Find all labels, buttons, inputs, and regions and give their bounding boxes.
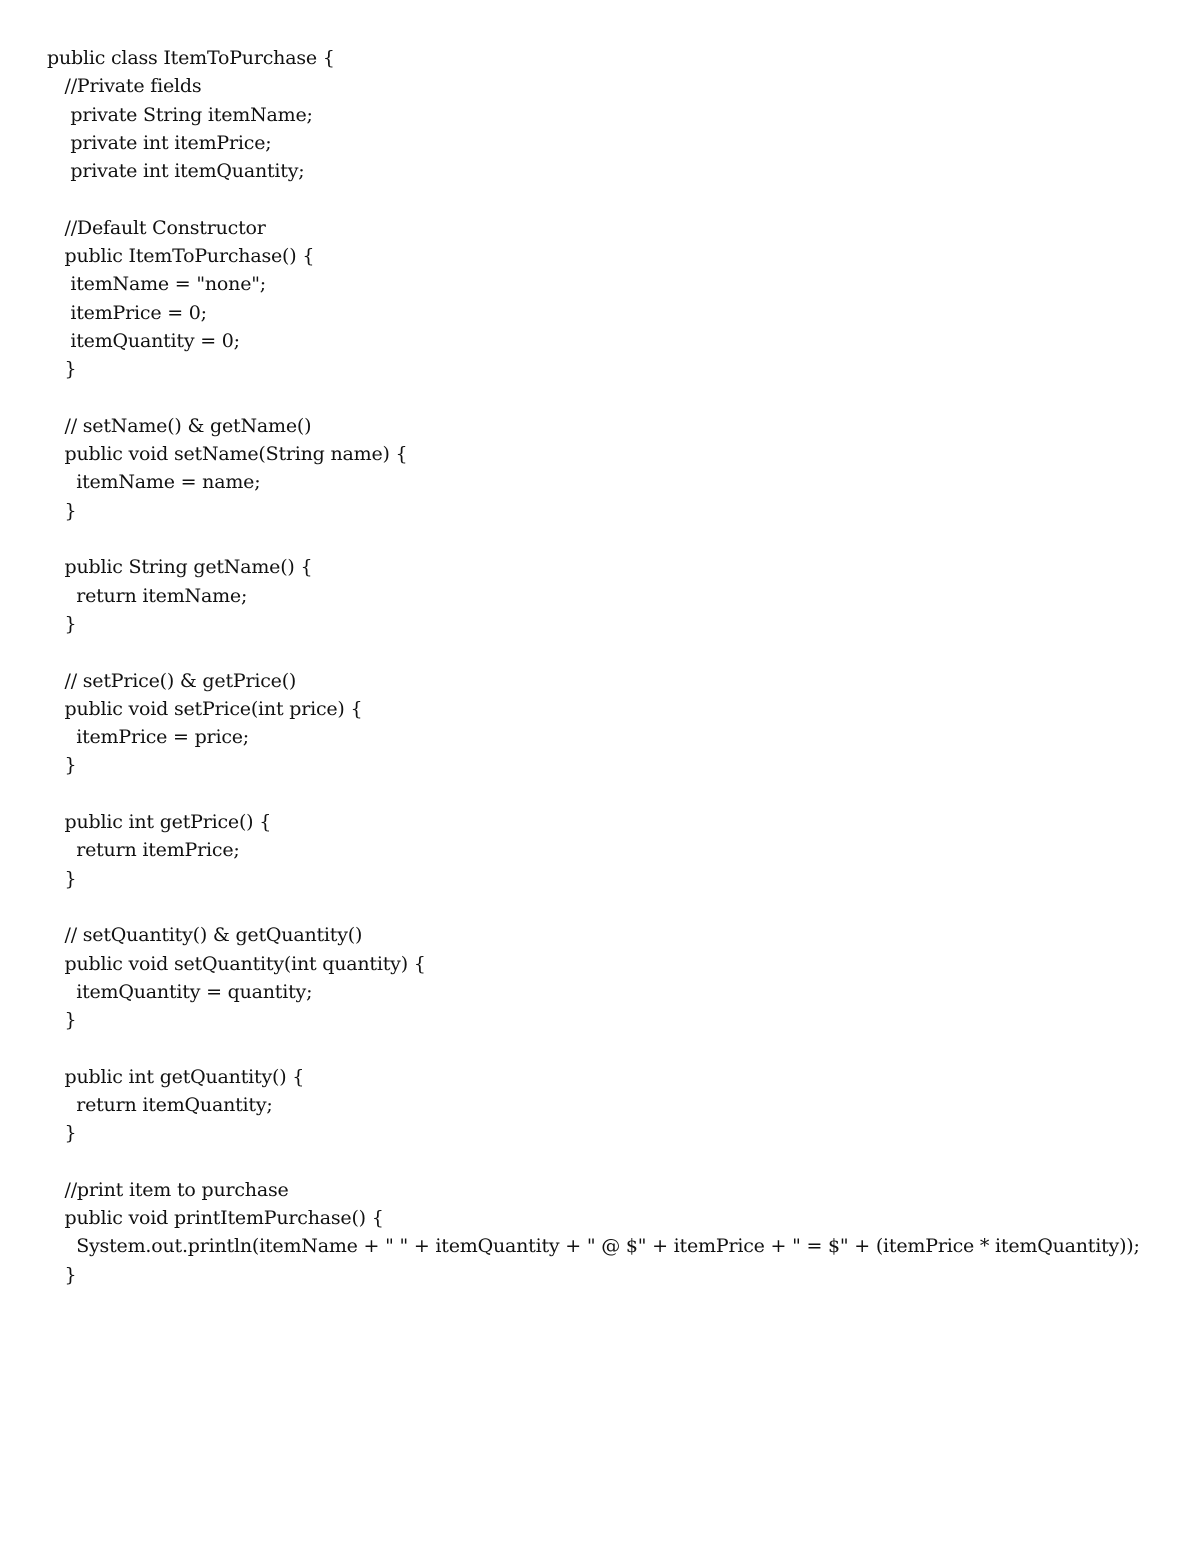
code-line: }: [47, 867, 77, 890]
code-line: public int getPrice() {: [47, 811, 272, 834]
code-line: private int itemPrice;: [47, 131, 272, 154]
code-line: }: [47, 1122, 77, 1145]
code-line: itemPrice = 0;: [47, 301, 207, 324]
code-line: public class ItemToPurchase {: [47, 47, 335, 69]
code-line: itemQuantity = quantity;: [47, 980, 313, 1003]
code-line: itemName = "none";: [47, 273, 266, 296]
code-line: [47, 384, 1140, 412]
code-line: itemPrice = price;: [47, 726, 250, 749]
code-line: itemName = name;: [47, 471, 261, 494]
code-line: //Default Constructor: [47, 216, 266, 239]
code-line: private int itemQuantity;: [47, 160, 305, 183]
code-line: // setPrice() & getPrice(): [47, 669, 297, 692]
code-line: public ItemToPurchase() {: [47, 245, 315, 268]
code-line: public void setQuantity(int quantity) {: [47, 952, 426, 975]
code-line: private String itemName;: [47, 103, 313, 126]
code-line: // setName() & getName(): [47, 414, 312, 437]
code-line: [47, 1148, 1140, 1176]
code-line: }: [47, 358, 77, 381]
code-line: [47, 780, 1140, 808]
code-line: }: [47, 754, 77, 777]
code-line: return itemName;: [47, 584, 248, 607]
code-line: // setQuantity() & getQuantity(): [47, 924, 363, 947]
code-line: //print item to purchase: [47, 1178, 289, 1201]
code-line: [47, 1034, 1140, 1062]
code-line: }: [47, 499, 77, 522]
code-line: public void setName(String name) {: [47, 443, 408, 466]
code-line: [47, 893, 1140, 921]
code-line: public int getQuantity() {: [47, 1065, 305, 1088]
code-line: itemQuantity = 0;: [47, 329, 240, 352]
code-line: }: [47, 612, 77, 635]
code-line: return itemPrice;: [47, 839, 240, 862]
code-line: return itemQuantity;: [47, 1093, 273, 1116]
code-line: [47, 525, 1140, 553]
code-line: public String getName() {: [47, 556, 313, 579]
code-line: }: [47, 1009, 77, 1032]
code-line: System.out.println(itemName + " " + itemQuantity + " @ $" + itemPrice + " = $" + (itemPrice * itemQuantity));: [47, 1235, 1140, 1258]
code-line: public void printItemPurchase() {: [47, 1207, 384, 1230]
code-line: public void setPrice(int price) {: [47, 697, 363, 720]
code-line: }: [47, 1263, 77, 1286]
code-listing: [47, 44, 1140, 1289]
code-line: [47, 638, 1140, 666]
code-line: //Private fields: [47, 75, 202, 98]
code-line: [47, 185, 1140, 213]
